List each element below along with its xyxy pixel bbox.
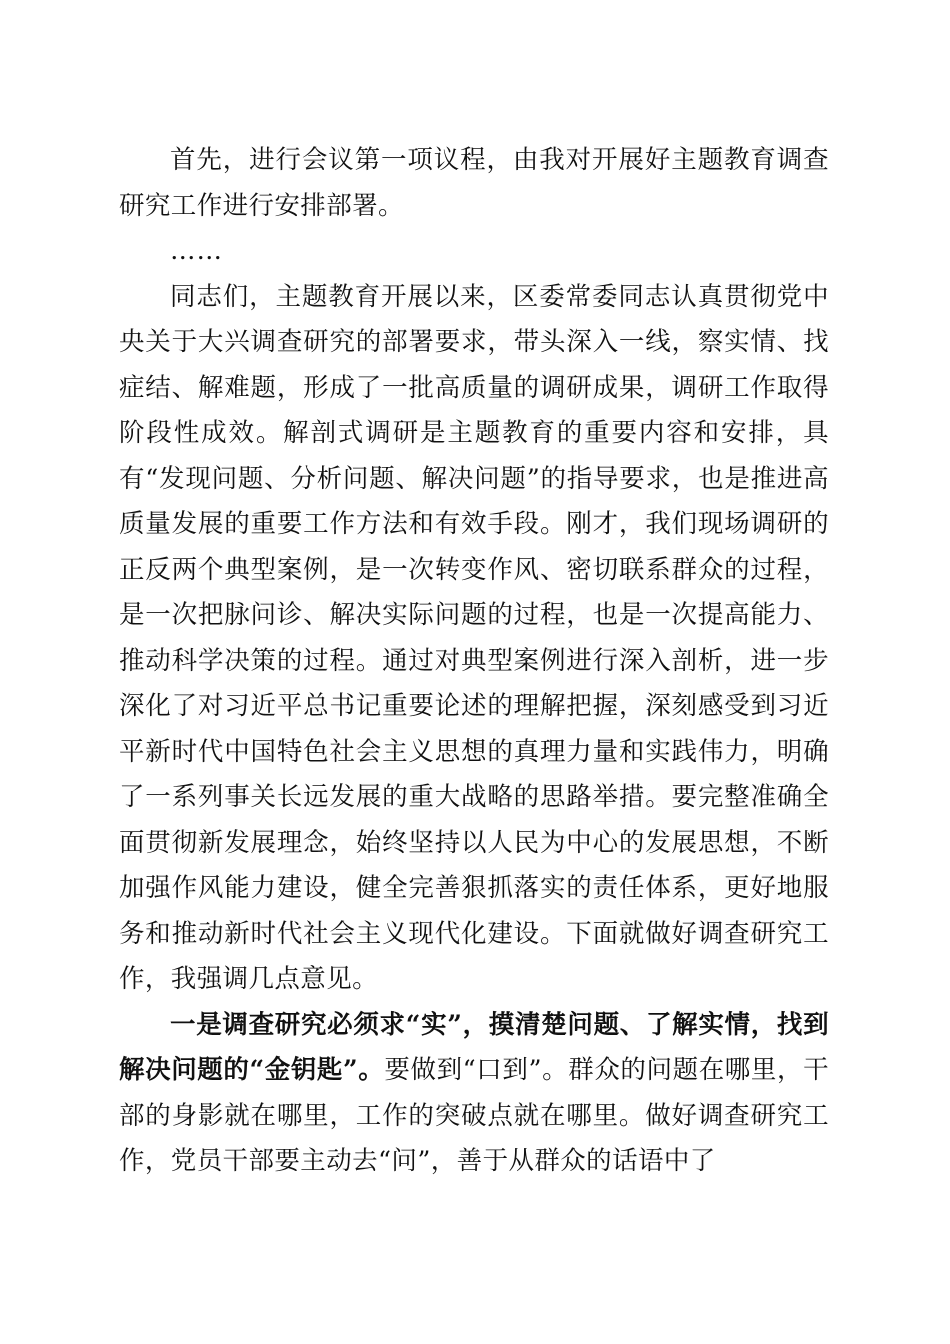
paragraph-point-one (119, 1003, 829, 1185)
paragraph-point-one-body: 要做到“口到”。群众的问题在哪里，干部的身影就在哪里，工作的突破点就在哪里。做好调查研究工作，党员干部要主动去“问”，善于从群众的话语中了 (119, 1055, 829, 1176)
document-body (119, 138, 829, 1185)
paragraph-agenda: 首先，进行会议第一项议程，由我对开展好主题教育调查研究工作进行安排部署。 (119, 145, 829, 221)
paragraph-point-one-heading: 一是调查研究必须求“实”，摸清楚问题、了解实情，找到解决问题的“金钥匙”。 (119, 1009, 829, 1085)
paragraph-ellipsis: …… (170, 236, 223, 266)
paragraph-main-speech: 同志们，主题教育开展以来，区委常委同志认真贯彻党中央关于大兴调查研究的部署要求，带头深入一线，察实情、找症结、解难题，形成了一批高质量的调研成果，调研工作取得阶段性成效。解剖式调研是主题教育的重要内容和安排，具有“发现问题、分析问题、解决问题”的指导要求，也是推进高质量发展的重要工作方法和有效手段。刚才，我们现场调研的正反两个典型案例，是一次转变作风、密切联系群众的过程，是一次把脉问诊、解决实际问题的过程，也是一次提高能力、推动科学决策的过程。通过对典型案例进行深入剖析，进一步深化了对习近平总书记重要论述的理解把握，深刻感受到习近平新时代中国特色社会主义思想的真理力量和实践伟力，明确了一系列事关长远发展的重大战略的思路举措。要完整准确全面贯彻新发展理念，始终坚持以人民为中心的发展思想，不断加强作风能力建设，健全完善狠抓落实的责任体系，更好地服务和推动新时代社会主义现代化建设。下面就做好调查研究工作，我强调几点意见。 (119, 281, 829, 994)
